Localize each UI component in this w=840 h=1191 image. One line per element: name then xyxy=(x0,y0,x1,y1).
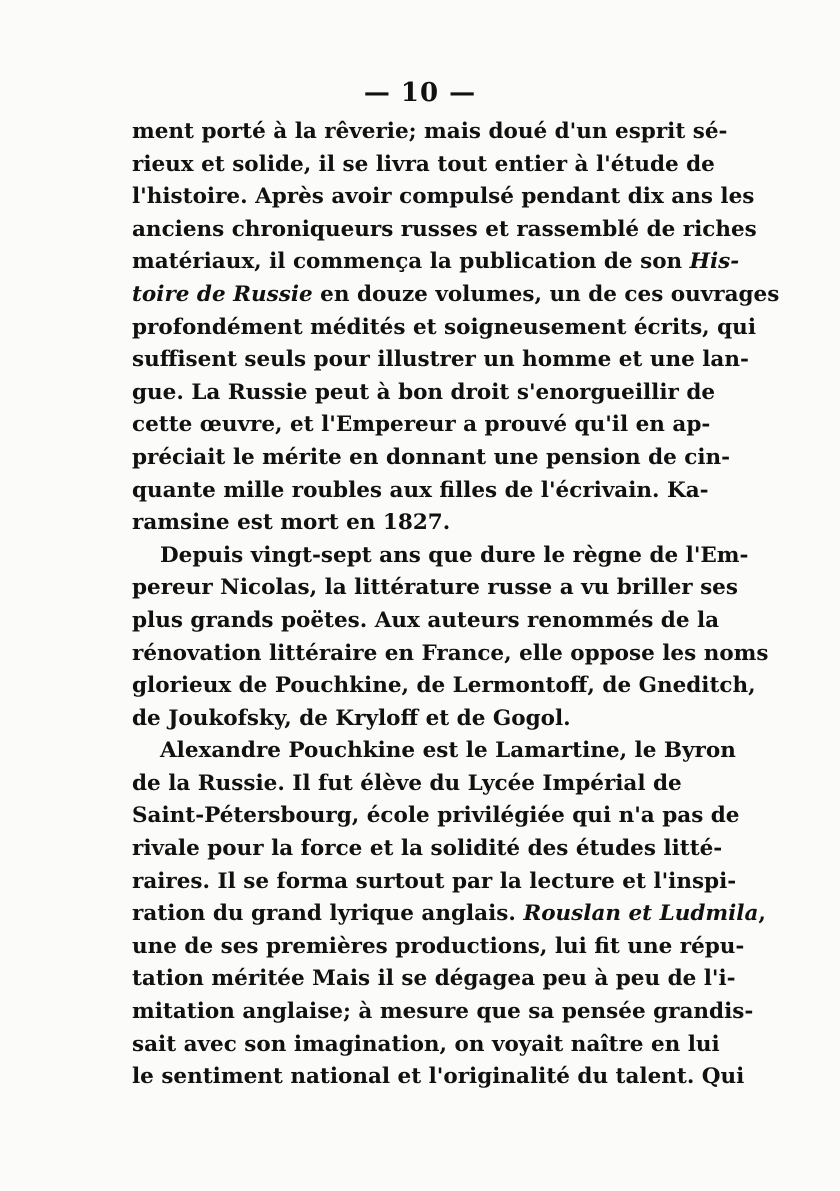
text-line xyxy=(132,246,740,279)
text-line: cette œuvre, et l'Empereur a prouvé qu'il en ap- xyxy=(132,412,711,438)
text-line: Depuis vingt-sept ans que dure le règne de l'Em- xyxy=(160,542,749,568)
text-line: l'histoire. Après avoir compulsé pendant dix ans les xyxy=(132,184,755,210)
text-line: ramsine est mort en 1827. xyxy=(132,510,451,536)
text-line xyxy=(132,898,766,931)
text-line: préciait le mérite en donnant une pension de cin- xyxy=(132,444,731,470)
text-segment: , xyxy=(758,901,766,927)
text-line: une de ses premières productions, lui fit une répu- xyxy=(132,933,745,959)
text-line: tation méritée Mais il se dégagea peu à peu de l'i- xyxy=(132,966,736,992)
text-line: gue. La Russie peut à bon droit s'enorgueillir de xyxy=(132,379,716,405)
text-line: raires. Il se forma surtout par la lecture et l'inspi- xyxy=(132,868,737,894)
text-line: rénovation littéraire en France, elle oppose les noms xyxy=(132,640,769,666)
text-line: le sentiment national et l'originalité du talent. Qui xyxy=(132,1064,745,1090)
text-line: quante mille roubles aux filles de l'écrivain. Ka- xyxy=(132,477,709,503)
text-segment: en douze volumes, un de ces ouvrages xyxy=(312,281,780,307)
text-line: Alexandre Pouchkine est le Lamartine, le Byron xyxy=(160,738,736,764)
text-line: anciens chroniqueurs russes et rassemblé de riches xyxy=(132,216,757,242)
text-line: Saint-Pétersbourg, école privilégiée qui n'a pas de xyxy=(132,803,740,829)
body-text xyxy=(132,116,780,1094)
text-segment: matériaux, il commença la publication de son xyxy=(132,249,690,275)
text-line: de la Russie. Il fut élève du Lycée Impérial de xyxy=(132,770,682,796)
text-line: glorieux de Pouchkine, de Lermontoff, de Gneditch, xyxy=(132,673,756,699)
text-line: rieux et solide, il se livra tout entier à l'étude de xyxy=(132,151,715,177)
italic-title: toire de Russie xyxy=(132,281,313,307)
text-line: ment porté à la rêverie; mais doué d'un esprit sé- xyxy=(132,119,728,144)
text-line: pereur Nicolas, la littérature russe a vu briller ses xyxy=(132,575,738,601)
text-line: suffisent seuls pour illustrer un homme et une lan- xyxy=(132,347,749,373)
italic-title: His- xyxy=(689,249,740,275)
text-line: de Joukofsky, de Kryloff et de Gogol. xyxy=(132,705,571,731)
text-segment: ration du grand lyrique anglais. xyxy=(132,901,524,927)
text-line: rivale pour la force et la solidité des études litté- xyxy=(132,836,723,862)
text-line: sait avec son imagination, on voyait naître en lui xyxy=(132,1031,720,1057)
text-line: mitation anglaise; à mesure que sa pensée grandis- xyxy=(132,999,754,1025)
text-line: profondément médités et soigneusement écrits, qui xyxy=(132,314,756,340)
text-line: plus grands poëtes. Aux auteurs renommés de la xyxy=(132,607,720,633)
text-line xyxy=(132,279,780,312)
page-number: — 10 — xyxy=(363,78,477,108)
italic-title: Rouslan et Ludmila xyxy=(523,901,759,927)
